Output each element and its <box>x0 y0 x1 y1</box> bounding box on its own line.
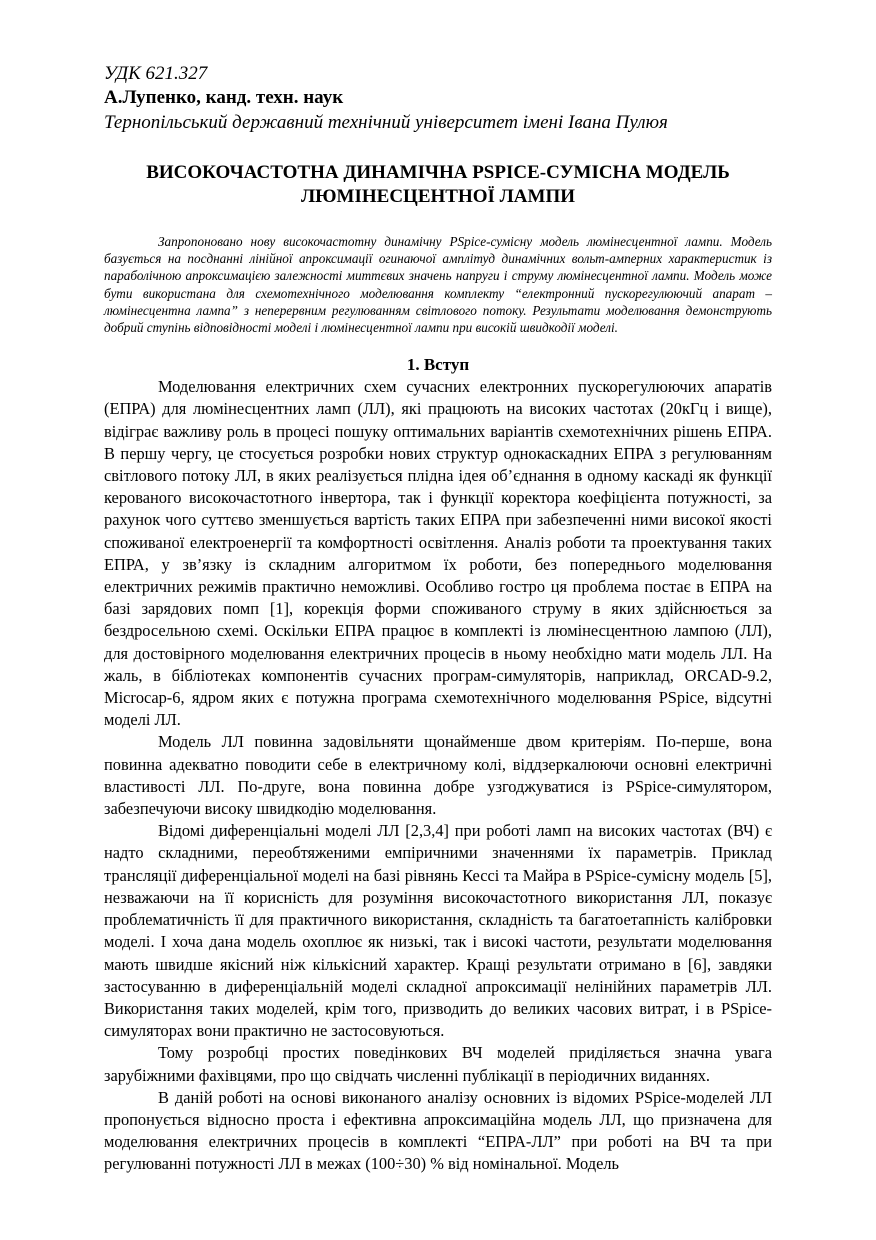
paper-title: ВИСОКОЧАСТОТНА ДИНАМІЧНА PSPICE-СУМІСНА МОДЕЛЬ ЛЮМІНЕСЦЕНТНОЇ ЛАМПИ <box>146 162 730 207</box>
udk-code: УДК 621.327 <box>104 63 208 84</box>
body-paragraph: Тому розробці простих поведінкових ВЧ моделей приділяється значна увага зарубіжними фахівцями, про що свідчать численні публікації в періодичних виданнях. <box>104 1043 772 1085</box>
abstract: Запропоновано нову високочастотну динамічну PSpice-сумісну модель люмінесцентної лампи. Модель базується на посднанні лінійної апроксимації огинаючої амплітуд динамічних вольт-амперних характеристик із параболічною апроксимацією залежності миттєвих значень напруги і струму люмінесцентної лампи. Модель може бути використана для схемотехнічного моделювання комплекту “електронний пускорегулюючий апарат – люмінесцентна лампа” з неперервним регулюванням світлового потоку. Результати моделювання демонструють добрий ступінь відповідності моделі і люмінесцентної лампи при високій швидкодії моделі. <box>104 234 772 336</box>
body-paragraph: Моделювання електричних схем сучасних електронних пускорегулюючих апаратів (ЕПРА) для люмінесцентних ламп (ЛЛ), які працюють на високих частотах (20кГц і вище), відіграє важливу роль в процесі пошуку оптимальних варіантів схемотехнічних рішень ЕПРА. В першу чергу, це стосується розробки нових структур однокаскадних ЕПРА з регулюванням світлового потоку ЛЛ, в яких реалізується плідна ідея об’єднання в одному каскаді як функції керованого високочастотного інвертора, так і функції коректора коефіцієнта потужності, за рахунок чого суттєво зменшується вартість таких ЕПРА при забезпеченні ними високої якості споживаної електроенергії та комфортності освітлення. Аналіз роботи та проектування таких ЕПРА, у зв’язку із складним алгоритмом їх роботи, без попереднього моделювання електричних режимів практично неможливі. Особливо гостро ця проблема постає в ЕПРА на базі зарядових помп [1], корекція форми споживаного струму в яких здійснюється за бездросельною схемі. Оскільки ЕПРА працює в комплекті із люмінесцентною лампою (ЛЛ), для достовірного моделювання електричних процесів в ньому необхідно мати модель ЛЛ. На жаль, в бібліотеках компонентів сучасних програм-симуляторів, наприклад, ORCAD-9.2, Microcap-6, ядром яких є потужна програма схемотехнічного моделювання PSpice, відсутні моделі ЛЛ. <box>104 377 772 730</box>
author-line: А.Лупенко, канд. техн. наук <box>104 87 344 108</box>
body-paragraph: Відомі диференціальні моделі ЛЛ [2,3,4] при роботі ламп на високих частотах (ВЧ) є надто складними, переобтяженими емпіричними значеннями їх параметрів. Приклад трансляції диференціальної моделі на базі рівнянь Кессі та Майра в PSpice-сумісну модель [5], незважаючи на її корисність для розуміння високочастотного використання ЛЛ, показує проблематичність її для практичного використання, складність та багатоетапність калібровки моделі. І хоча дана модель охоплює як низькі, так і високі частоти, результати моделювання мають швидше якісний ніж кількісний характер. Кращі результати отримано в [6], завдяки застосуванню в диференціальній моделі складної апроксимації нелінійних параметрів ЛЛ. Використання таких моделей, крім того, призводить до великих часових витрат, і в PSpice-симуляторах вони практично не застосовуються. <box>104 821 772 1041</box>
body-paragraph: Модель ЛЛ повинна задовільняти щонайменше двом критеріям. По-перше, вона повинна адекватно поводити себе в електричному колі, віддзеркалюючи основні електричні властивості ЛЛ. По-друге, вона повинна добре узгоджуватися із PSpice-симулятором, забезпечуючи високу швидкодію моделювання. <box>104 732 772 819</box>
affiliation-line: Тернопільський державний технічний університет імені Івана Пулюя <box>104 112 668 133</box>
body-paragraph: В даній роботі на основі виконаного аналізу основних із відомих PSpice-моделей ЛЛ пропонується відносно проста і ефективна апроксимаційна модель ЛЛ, що призначена для моделювання електричних процесів в комплекті “ЕПРА-ЛЛ” при роботі на ВЧ та при регулюванні потужності ЛЛ в межах (100÷30) % від номінальної. Модель <box>104 1087 772 1174</box>
section-heading-introduction: 1. Вступ <box>406 355 470 375</box>
paper-page <box>104 62 772 1176</box>
section-body-introduction <box>104 376 772 1175</box>
